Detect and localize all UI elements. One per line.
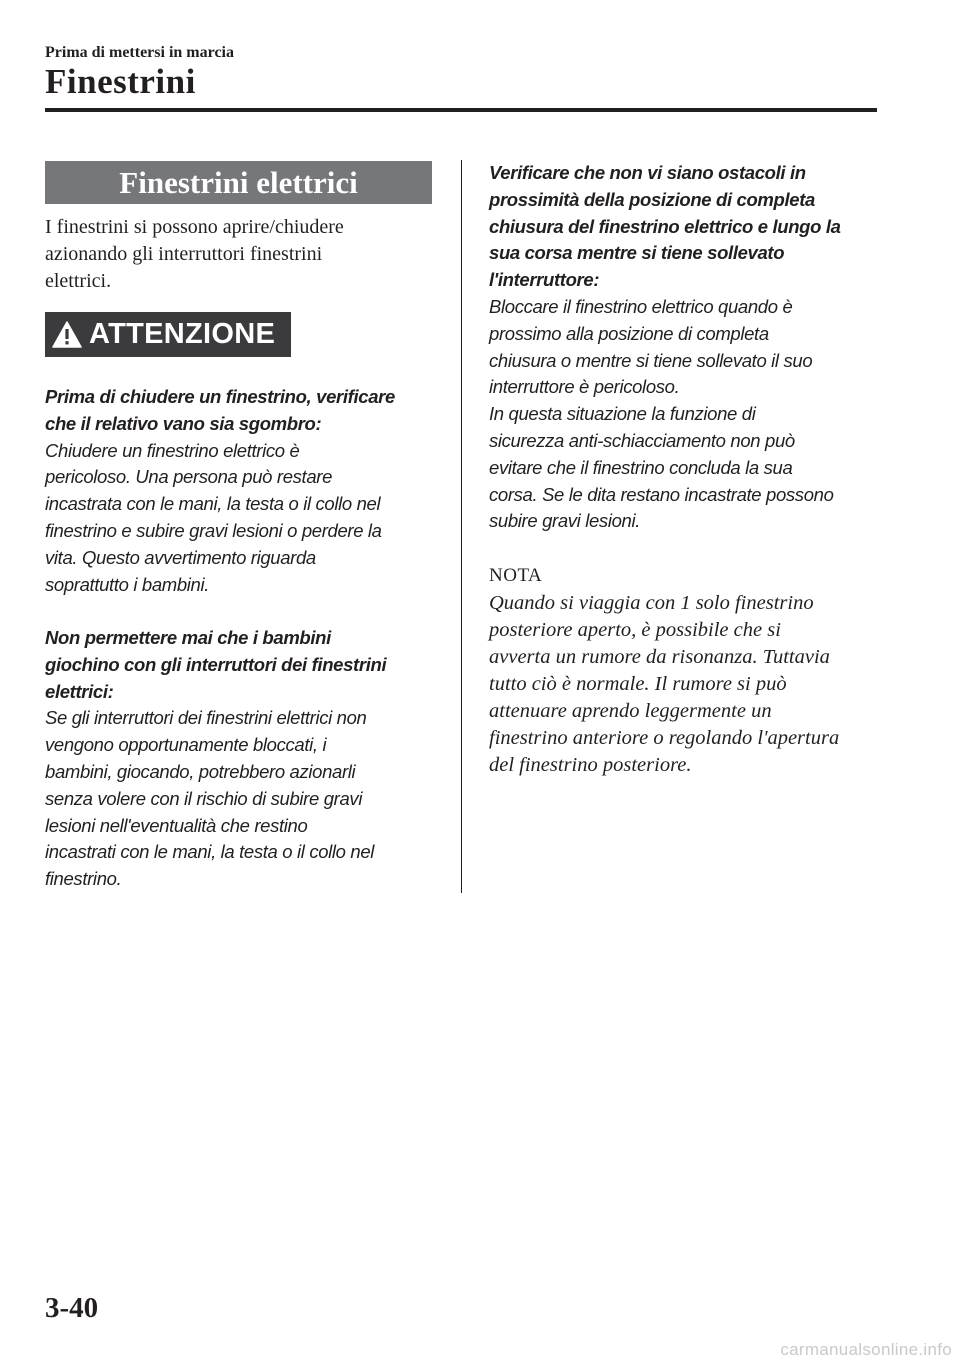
note-line: Quando si viaggia con 1 solo finestrino — [489, 592, 814, 614]
body-line: finestrino. — [45, 868, 122, 890]
section-title-bar — [45, 161, 432, 204]
header-divider — [45, 108, 877, 112]
warning-body — [489, 294, 884, 535]
body-line: In questa situazione la funzione di — [489, 403, 756, 425]
heading-line: l'interruttore: — [489, 269, 600, 291]
body-line: subire gravi lesioni. — [489, 510, 641, 532]
heading-line: elettrici: — [45, 680, 114, 702]
heading-line: prossimità della posizione di completa — [489, 188, 815, 210]
page-title: Finestrini — [45, 62, 196, 101]
intro-line: azionando gli interruttori finestrini — [45, 243, 323, 265]
body-line: Bloccare il finestrino elettrico quando è — [489, 295, 793, 317]
warning-item-1 — [45, 384, 440, 598]
chapter-label: Prima di mettersi in marcia — [45, 44, 234, 61]
intro-line: I finestrini si possono aprire/chiudere — [45, 216, 344, 238]
heading-line: Non permettere mai che i bambini — [45, 627, 331, 648]
section-intro — [45, 214, 435, 295]
column-divider — [461, 160, 462, 893]
heading-line: Prima di chiudere un finestrino, verificare — [45, 386, 395, 407]
body-line: Chiudere un finestrino elettrico è — [45, 439, 300, 461]
warning-heading — [489, 160, 884, 294]
note-line: finestrino anteriore o regolando l'apertura — [489, 727, 840, 749]
warning-body — [45, 705, 440, 893]
body-line: lesioni nell'eventualità che restino — [45, 814, 308, 836]
body-line: interruttore è pericoloso. — [489, 376, 680, 398]
heading-line: chiusura del finestrino elettrico e lungo la — [489, 215, 841, 237]
note-line: posteriore aperto, è possibile che si — [489, 619, 781, 641]
heading-line: sua corsa mentre si tiene sollevato — [489, 242, 785, 264]
note-body — [489, 590, 889, 779]
page-number: 3-40 — [45, 1292, 99, 1324]
body-line: evitare che il finestrino concluda la sua — [489, 456, 793, 478]
warning-body — [45, 438, 440, 599]
intro-line: elettrici. — [45, 270, 112, 292]
warning-label: ATTENZIONE — [89, 318, 276, 350]
note-line: attenuare aprendo leggermente un — [489, 700, 772, 722]
heading-line: che il relativo vano sia sgombro: — [45, 412, 322, 434]
warning-item-3 — [489, 160, 884, 535]
warning-banner — [45, 312, 291, 357]
body-line: corsa. Se le dita restano incastrate possono — [489, 483, 834, 505]
heading-line: giochino con gli interruttori dei finestrini — [45, 653, 387, 675]
watermark-url: carmanualsonline.info — [780, 1340, 952, 1359]
section-title: Finestrini elettrici — [119, 164, 358, 200]
body-line: sicurezza anti-schiacciamento non può — [489, 429, 795, 451]
body-line: senza volere con il rischio di subire gravi — [45, 787, 363, 809]
warning-heading — [45, 625, 440, 705]
warning-triangle-icon — [45, 312, 89, 357]
body-line: prossimo alla posizione di completa — [489, 322, 769, 344]
body-line: soprattutto i bambini. — [45, 573, 210, 595]
heading-line: Verificare che non vi siano ostacoli in — [489, 162, 806, 183]
body-line: pericoloso. Una persona può restare — [45, 466, 333, 488]
body-line: vengono opportunamente bloccati, i — [45, 734, 327, 756]
note-line: avverta un rumore da risonanza. Tuttavia — [489, 646, 830, 668]
note-label: NOTA — [489, 565, 543, 586]
body-line: finestrino e subire gravi lesioni o perdere la — [45, 519, 382, 541]
note-line: del finestrino posteriore. — [489, 754, 692, 776]
body-line: chiusura o mentre si tiene sollevato il suo — [489, 349, 813, 371]
warning-item-2 — [45, 625, 440, 893]
body-line: incastrata con le mani, la testa o il collo nel — [45, 493, 381, 515]
body-line: Se gli interruttori dei finestrini elettrici non — [45, 707, 367, 729]
body-line: vita. Questo avvertimento riguarda — [45, 546, 316, 568]
warning-heading — [45, 384, 440, 438]
body-line: incastrati con le mani, la testa o il collo nel — [45, 841, 375, 863]
body-line: bambini, giocando, potrebbero azionarli — [45, 760, 356, 782]
note-line: tutto ciò è normale. Il rumore si può — [489, 673, 787, 695]
